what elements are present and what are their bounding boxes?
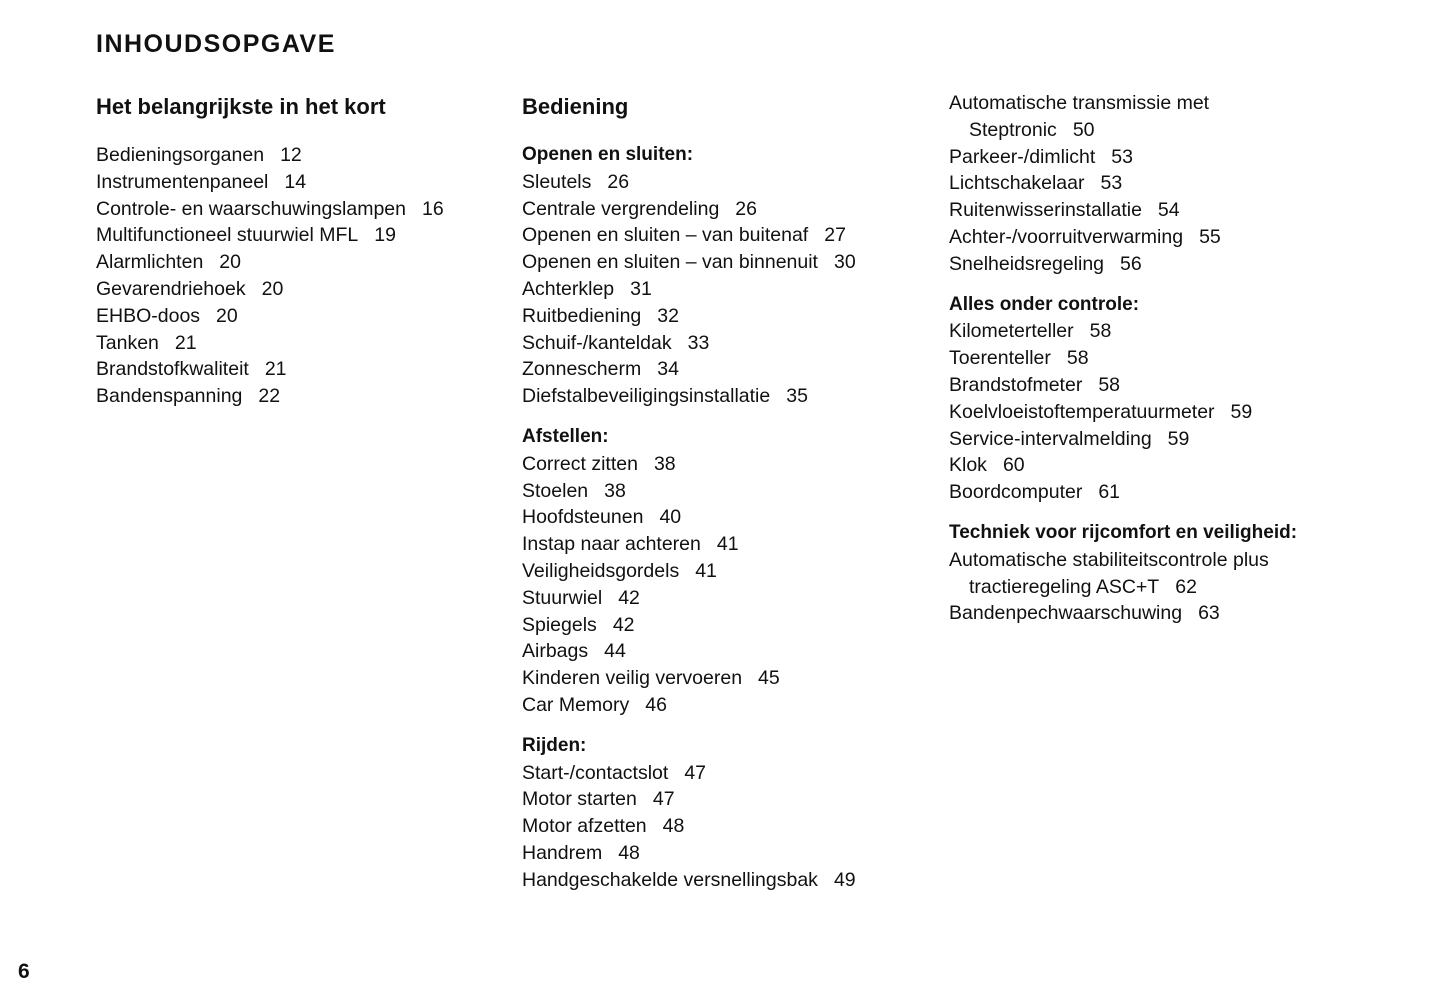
toc-section [96, 142, 506, 410]
entry-page: 12 [280, 144, 302, 166]
toc-entry [522, 813, 932, 840]
toc-entry [522, 249, 932, 276]
entry-page: 31 [630, 277, 652, 300]
toc-entry [96, 330, 506, 357]
entry-label: Centrale vergrendeling [522, 197, 720, 220]
entry-label-continuation: tractieregeling ASC+T [969, 575, 1160, 598]
entry-page: 58 [1089, 320, 1112, 343]
entry-label: Parkeer-/dimlicht [949, 145, 1096, 168]
entry-page: 42 [612, 613, 635, 636]
entry-label: Schuif-/kanteldak [522, 331, 672, 354]
entry-page: 55 [1199, 225, 1221, 248]
entry-page: 38 [653, 452, 676, 475]
entry-page: 41 [695, 559, 717, 582]
entry-label: Sleutels [522, 170, 592, 193]
entry-label: Instap naar achteren [522, 533, 701, 556]
entry-page: 50 [1072, 118, 1095, 141]
toc-entry [522, 638, 932, 665]
entry-label: Ruitbediening [522, 304, 642, 327]
toc-entry [96, 142, 506, 169]
entry-page: 46 [645, 693, 667, 716]
entry-page: 58 [1066, 347, 1089, 370]
toc-entry [522, 692, 932, 719]
entry-page: 47 [652, 788, 675, 811]
entry-label: Bandenpechwaarschuwing [949, 602, 1183, 625]
entry-page: 59 [1230, 400, 1253, 423]
entry-label: Achterklep [522, 277, 615, 300]
section-title: Openen en sluiten: [522, 144, 694, 165]
entry-label: EHBO-doos [96, 304, 201, 327]
entry-label: Snelheidsregeling [949, 252, 1105, 275]
toc-entry [96, 222, 506, 249]
page-number: 6 [18, 960, 30, 983]
entry-page: 54 [1157, 199, 1180, 222]
section-title: Afstellen: [522, 425, 609, 447]
entry-label: Automatische stabiliteitscontrole plus [949, 548, 1269, 571]
entry-page: 20 [219, 251, 241, 274]
section-title: Techniek voor rijcomfort en veiligheid: [949, 521, 1298, 543]
toc-entry [522, 786, 932, 813]
toc-entry [949, 197, 1429, 224]
entry-page: 62 [1175, 575, 1197, 598]
toc-entry [522, 558, 932, 585]
entry-page: 35 [786, 385, 808, 408]
toc-entry [949, 399, 1429, 426]
entry-page: 32 [657, 304, 679, 327]
entry-page: 34 [657, 358, 679, 381]
toc-entry [949, 452, 1429, 479]
entry-label: Achter-/voorruitverwarming [949, 225, 1184, 248]
entry-label: Stoelen [522, 479, 589, 502]
toc-entry [949, 318, 1429, 345]
entry-page: 14 [284, 170, 307, 193]
toc-entry [949, 170, 1429, 197]
entry-label: Car Memory [522, 693, 630, 716]
toc-entry [522, 169, 932, 196]
entry-label: Hoofdsteunen [522, 506, 644, 529]
toc-entry [522, 383, 932, 410]
toc-entry [522, 330, 932, 357]
entry-label: Spiegels [522, 613, 597, 636]
entry-page: 61 [1098, 481, 1121, 504]
entry-label: Start-/contactslot [522, 761, 669, 784]
entry-page: 56 [1120, 252, 1142, 275]
toc-column-1 [96, 90, 506, 424]
entry-page: 48 [618, 841, 640, 864]
entry-label: Controle- en waarschuwingslampen [96, 197, 406, 220]
entry-label: Koelvloeistoftemperatuurmeter [949, 400, 1215, 423]
toc-entry [96, 356, 506, 383]
toc-entry [522, 356, 932, 383]
entry-label: Diefstalbeveiligingsinstallatie [522, 385, 771, 408]
entry-page: 26 [607, 170, 630, 193]
entry-page: 48 [662, 815, 685, 838]
toc-entry [949, 600, 1429, 627]
toc-section [522, 142, 932, 410]
entry-page: 60 [1002, 454, 1025, 477]
toc-entry [949, 224, 1429, 251]
entry-page: 33 [687, 331, 710, 354]
toc-section [949, 520, 1429, 627]
entry-label: Kinderen veilig vervoeren [522, 667, 743, 690]
toc-entry [949, 345, 1429, 372]
toc-column-3 [949, 90, 1429, 641]
entry-page: 41 [716, 533, 739, 556]
toc-entry [522, 840, 932, 867]
toc-entry [522, 531, 932, 558]
toc-entry [96, 276, 506, 303]
entry-page: 26 [735, 197, 757, 220]
toc-entry [522, 276, 932, 303]
section-title: Rijden: [522, 734, 587, 756]
entry-page: 20 [261, 277, 284, 300]
entry-page: 45 [758, 667, 780, 690]
entry-label: Openen en sluiten – van binnenuit [522, 251, 818, 274]
toc-entry [949, 547, 1429, 601]
toc-entry [522, 196, 932, 223]
entry-label: Multifunctioneel stuurwiel MFL [96, 224, 359, 247]
entry-label: Service-intervalmelding [949, 427, 1152, 450]
toc-entry [96, 383, 506, 410]
page-title: INHOUDSOPGAVE [96, 30, 336, 58]
entry-label: Automatische transmissie met [949, 92, 1210, 114]
entry-label: Alarmlichten [96, 251, 204, 274]
toc-entry [949, 144, 1429, 171]
entry-page: 58 [1098, 373, 1121, 396]
toc-column-2 [522, 90, 932, 908]
toc-section [522, 733, 932, 894]
entry-page: 16 [422, 197, 444, 220]
entry-page: 53 [1100, 172, 1123, 195]
toc-entry [949, 372, 1429, 399]
entry-label: Gevarendriehoek [96, 277, 246, 300]
entry-page: 21 [174, 331, 197, 354]
toc-entry [522, 504, 932, 531]
entry-label: Openen en sluiten – van buitenaf [522, 224, 809, 247]
toc-entry [522, 665, 932, 692]
toc-section [949, 90, 1429, 278]
toc-entry [949, 90, 1429, 144]
entry-label: Motor afzetten [522, 815, 647, 838]
entry-label-continuation: Steptronic [969, 118, 1057, 141]
entry-page: 20 [216, 304, 238, 327]
entry-page: 27 [824, 224, 846, 247]
toc-section [522, 424, 932, 719]
entry-label: Klok [949, 454, 987, 477]
entry-label: Toerenteller [949, 347, 1051, 370]
entry-label: Ruitenwisserinstallatie [949, 199, 1142, 222]
entry-label: Instrumentenpaneel [96, 170, 269, 193]
toc-entry [522, 222, 932, 249]
entry-label: Brandstofkwaliteit [96, 358, 249, 381]
entry-page: 63 [1198, 602, 1220, 625]
section-title: Alles onder controle: [949, 293, 1140, 315]
toc-entry [96, 196, 506, 223]
toc-entry [522, 303, 932, 330]
entry-page: 22 [258, 385, 281, 408]
entry-page: 38 [604, 479, 626, 502]
entry-label: Zonnescherm [522, 358, 642, 381]
entry-label: Bandenspanning [96, 385, 243, 408]
entry-label: Kilometerteller [949, 320, 1074, 343]
toc-entry [96, 249, 506, 276]
entry-label: Tanken [96, 331, 159, 354]
entry-page: 53 [1111, 145, 1133, 168]
entry-label: Bedieningsorganen [96, 144, 265, 166]
entry-page: 30 [833, 251, 856, 274]
toc-entry [522, 612, 932, 639]
column-heading: Bediening [522, 94, 629, 119]
entry-page: 47 [684, 761, 707, 784]
toc-entry [522, 867, 932, 894]
toc-entry [96, 303, 506, 330]
toc-entry [949, 251, 1429, 278]
toc-entry [522, 760, 932, 787]
entry-page: 49 [833, 868, 856, 891]
entry-page: 21 [264, 358, 287, 381]
toc-entry [949, 426, 1429, 453]
toc-section [949, 292, 1429, 506]
toc-entry [522, 478, 932, 505]
entry-label: Correct zitten [522, 452, 638, 475]
column-heading: Het belangrijkste in het kort [96, 94, 386, 119]
entry-label: Handrem [522, 841, 603, 864]
entry-page: 19 [374, 224, 396, 247]
toc-entry [949, 479, 1429, 506]
entry-page: 40 [659, 506, 682, 529]
entry-label: Boordcomputer [949, 481, 1083, 504]
entry-label: Brandstofmeter [949, 373, 1083, 396]
entry-page: 59 [1167, 427, 1190, 450]
entry-label: Motor starten [522, 788, 637, 811]
entry-page: 42 [618, 586, 640, 609]
toc-entry [522, 585, 932, 612]
entry-label: Airbags [522, 640, 589, 663]
toc-entry [522, 451, 932, 478]
entry-label: Handgeschakelde versnellingsbak [522, 868, 818, 891]
toc-entry [96, 169, 506, 196]
entry-page: 44 [604, 640, 626, 663]
entry-label: Stuurwiel [522, 586, 603, 609]
entry-label: Veiligheidsgordels [522, 559, 680, 582]
entry-label: Lichtschakelaar [949, 172, 1085, 195]
